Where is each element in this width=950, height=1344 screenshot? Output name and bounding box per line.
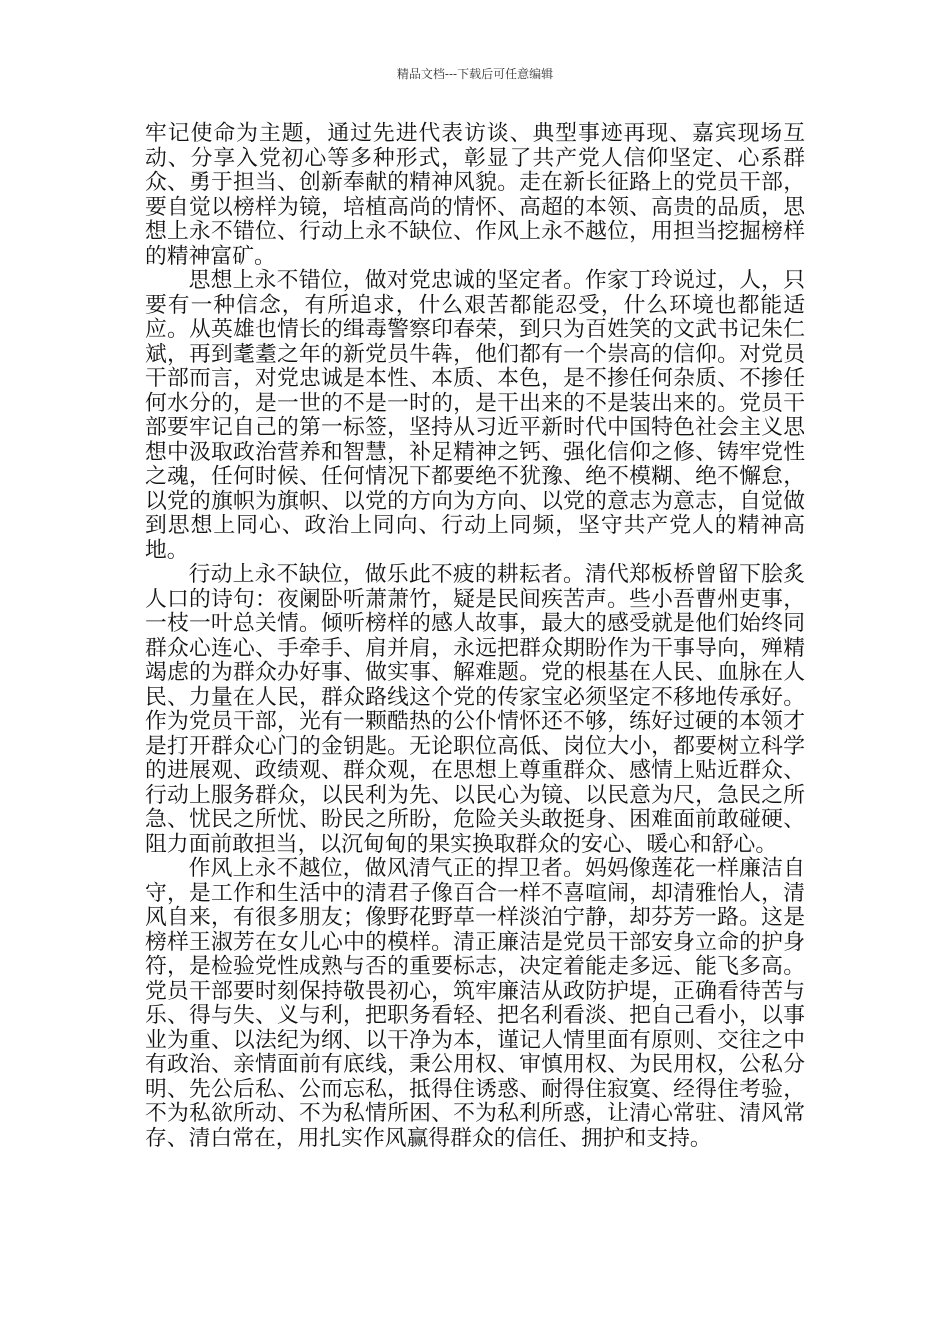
paragraph-1: 牢记使命为主题，通过先进代表访谈、典型事迹再现、嘉宾现场互动、分享入党初心等多种形式，彰显了共产党人信仰坚定、心系群众、勇于担当、创新奉献的精神风貌。走在新长征路上的党员干部，要自觉以榜样为镜，培植高尚的情怀、高超的本领、高贵的品质，思想上永不错位、行动上永不缺位、作风上永不越位，用担当挖掘榜样的精神富矿。: [145, 121, 805, 269]
paragraph-4: 作风上永不越位，做风清气正的捍卫者。妈妈像莲花一样廉洁自守，是工作和生活中的清君子像百合一样不喜喧闹，却清雅怡人，清风自来，有很多朋友；像野花野草一样淡泊宁静，却芬芳一路。这是榜样王淑芳在女儿心中的模样。清正廉洁是党员干部安身立命的护身符，是检验党性成熟与否的重要标志，决定着能走多远、能飞多高。党员干部要时刻保持敬畏初心，筑牢廉洁从政防护堤，正确看待苦与乐、得与失、义与利，把职务看轻、把名利看淡、把自己看小，以事业为重、以法纪为纲、以干净为本，谨记人情里面有原则、交往之中有政治、亲情面前有底线，秉公用权、审慎用权、为民用权，公私分明、先公后私、公而忘私，抵得住诱惑、耐得住寂寞、经得住考验，不为私欲所动、不为私情所困、不为私利所惑，让清心常驻、清风常存、清白常在，用扎实作风赢得群众的信任、拥护和支持。: [145, 856, 805, 1151]
document-body: [145, 122, 805, 1151]
paragraph-2: 思想上永不错位，做对党忠诚的坚定者。作家丁玲说过，人，只要有一种信念，有所追求，什么艰苦都能忍受，什么环境也都能适应。从英雄也情长的缉毒警察印春荣，到只为百姓笑的文武书记朱仁斌，再到耄耋之年的新党员牛犇，他们都有一个崇高的信仰。对党员干部而言，对党忠诚是本性、本质、本色，是不掺任何杂质、不掺任何水分的，是一世的不是一时的，是干出来的不是装出来的。党员干部要牢记自己的第一标签，坚持从习近平新时代中国特色社会主义思想中汲取政治营养和智慧，补足精神之钙、强化信仰之修、铸牢党性之魂，任何时候、任何情况下都要绝不犹豫、绝不模糊、绝不懈怠，以党的旗帜为旗帜、以党的方向为方向、以党的意志为意志，自觉做到思想上同心、政治上同向、行动上同频，坚守共产党人的精神高地。: [145, 268, 805, 563]
page-header: 精品文档---下载后可任意编辑: [396, 67, 554, 81]
paragraph-3: 行动上永不缺位，做乐此不疲的耕耘者。清代郑板桥曾留下脍炙人口的诗句：夜阑卧听萧萧竹，疑是民间疾苦声。些小吾曹州吏事，一枝一叶总关情。倾听榜样的感人故事，最大的感受就是他们始终同群众心连心、手牵手、肩并肩，永远把群众期盼作为干事导向，殚精竭虑的为群众办好事、做实事、解难题。党的根基在人民、血脉在人民、力量在人民，群众路线这个党的传家宝必须坚定不移地传承好。作为党员干部，光有一颗酷热的公仆情怀还不够，练好过硬的本领才是打开群众心门的金钥匙。无论职位高低、岗位大小，都要树立科学的进展观、政绩观、群众观，在思想上尊重群众、感情上贴近群众、行动上服务群众，以民利为先、以民心为镜、以民意为尺，急民之所急、忧民之所忧、盼民之所盼，危险关头敢挺身、困难面前敢碰硬、阻力面前敢担当，以沉甸甸的果实换取群众的安心、暖心和舒心。: [145, 562, 805, 857]
